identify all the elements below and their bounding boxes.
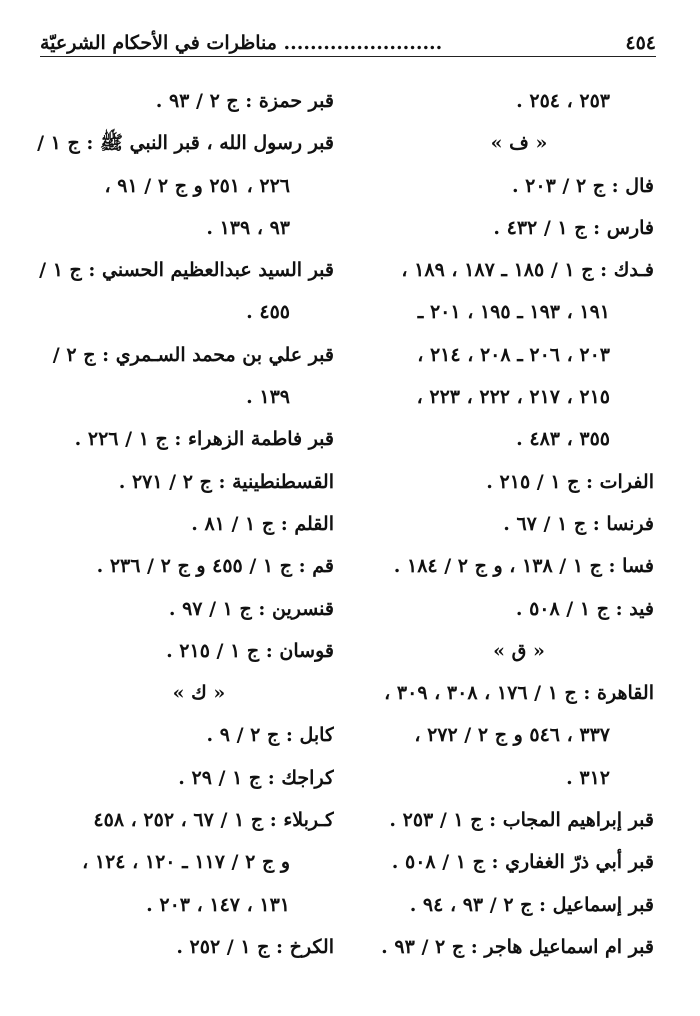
section-letter-heading: « ف » — [490, 132, 548, 155]
index-entry-line: ٣٣٧ ، ٥٤٦ و ج ٢ / ٢٧٢ ، — [414, 724, 610, 747]
index-entry-line: ٣١٢ . — [566, 766, 610, 789]
header-leader-dots: ........................ — [283, 32, 443, 54]
header-title: مناظرات في الأحكام الشرعيّة — [40, 32, 277, 54]
index-entry-line: القسطنطينية : ج ٢ / ٢٧١ . — [118, 470, 334, 493]
index-entry-line: قبر رسول الله ، قبر النبي ﷺ : ج ١ / — [37, 132, 334, 155]
page-header — [40, 24, 656, 54]
index-entry-line: فال : ج ٢ / ٢٠٣ . — [511, 174, 654, 197]
index-entry-line: قم : ج ١ / ٤٥٥ و ج ٢ / ٢٣٦ . — [96, 555, 334, 578]
index-entry-line: ٣٥٥ ، ٤٨٣ . — [516, 428, 610, 451]
header-rule — [40, 56, 656, 57]
index-entry-line: فرنسا : ج ١ / ٦٧ . — [503, 512, 654, 535]
index-column-right — [354, 80, 654, 968]
index-entry-line: ٤٥٥ . — [246, 301, 290, 324]
index-entry-line: قبر السيد عبدالعظيم الحسني : ج ١ / — [39, 259, 334, 282]
index-entry-line: ١٣١ ، ١٤٧ ، ٢٠٣ . — [146, 893, 290, 916]
index-entry-line: قنسرين : ج ١ / ٩٧ . — [168, 597, 334, 620]
index-column-left — [34, 80, 334, 968]
index-entry-line: كـربلاء : ج ١ / ٦٧ ، ٢٥٢ ، ٤٥٨ — [93, 809, 334, 832]
index-entry-line: قبر أبي ذرّ الغفاري : ج ١ / ٥٠٨ . — [391, 851, 654, 874]
index-entry-line: قبر إسماعيل : ج ٢ / ٩٣ ، ٩٤ . — [409, 893, 654, 916]
index-entry-line: القاهرة : ج ١ / ١٧٦ ، ٣٠٨ ، ٣٠٩ ، — [384, 682, 654, 705]
index-entry-line: قوسان : ج ١ / ٢١٥ . — [166, 639, 334, 662]
index-entry-line: القلم : ج ١ / ٨١ . — [191, 512, 334, 535]
index-entry-line: كابل : ج ٢ / ٩ . — [206, 724, 334, 747]
index-entry-line: الفرات : ج ١ / ٢١٥ . — [486, 470, 654, 493]
index-entry-line: قبر حمزة : ج ٢ / ٩٣ . — [155, 90, 334, 112]
index-entry-line: ٩٣ ، ١٣٩ . — [206, 216, 290, 239]
index-entry-line: ٢٠٣ ، ٢٠٦ ـ ٢٠٨ ، ٢١٤ ، — [417, 343, 610, 366]
page-number: ٤٥٤ — [625, 32, 656, 54]
index-entry-line: ٢٥٣ ، ٢٥٤ . — [516, 90, 610, 112]
index-entry-line: و ج ٢ / ١١٧ ـ ١٢٠ ، ١٢٤ ، — [82, 851, 290, 874]
index-entry-line: قبر ام اسماعيل هاجر : ج ٢ / ٩٣ . — [381, 935, 654, 958]
index-entry-line: الكرخ : ج ١ / ٢٥٢ . — [176, 935, 334, 958]
index-entry-line: فسا : ج ١ / ١٣٨ ، و ج ٢ / ١٨٤ . — [393, 555, 654, 578]
index-entry-line: ١٣٩ . — [246, 386, 290, 409]
index-entry-line: فـدك : ج ١ / ١٨٥ ـ ١٨٧ ، ١٨٩ ، — [401, 259, 654, 282]
section-letter-heading: « ك » — [172, 682, 226, 705]
index-entry-line: قبر علي بن محمد السـمري : ج ٢ / — [52, 343, 334, 366]
running-title — [40, 32, 442, 54]
index-entry-line: ١٩١ ، ١٩٣ ـ ١٩٥ ، ٢٠١ ـ — [417, 301, 610, 324]
index-entry-line: كراجك : ج ١ / ٢٩ . — [178, 766, 334, 789]
index-entry-line: فيد : ج ١ / ٥٠٨ . — [515, 597, 654, 620]
index-entry-line: ٢١٥ ، ٢١٧ ، ٢٢٢ ، ٢٢٣ ، — [416, 386, 610, 409]
index-entry-line: قبر إبراهيم المجاب : ج ١ / ٢٥٣ . — [389, 809, 654, 832]
index-entry-line: ٢٢٦ ، ٢٥١ و ج ٢ / ٩١ ، — [104, 174, 290, 197]
index-entry-line: قبر فاطمة الزهراء : ج ١ / ٢٢٦ . — [74, 428, 334, 451]
index-entry-line: فارس : ج ١ / ٤٣٢ . — [493, 216, 654, 239]
section-letter-heading: « ق » — [493, 639, 545, 662]
